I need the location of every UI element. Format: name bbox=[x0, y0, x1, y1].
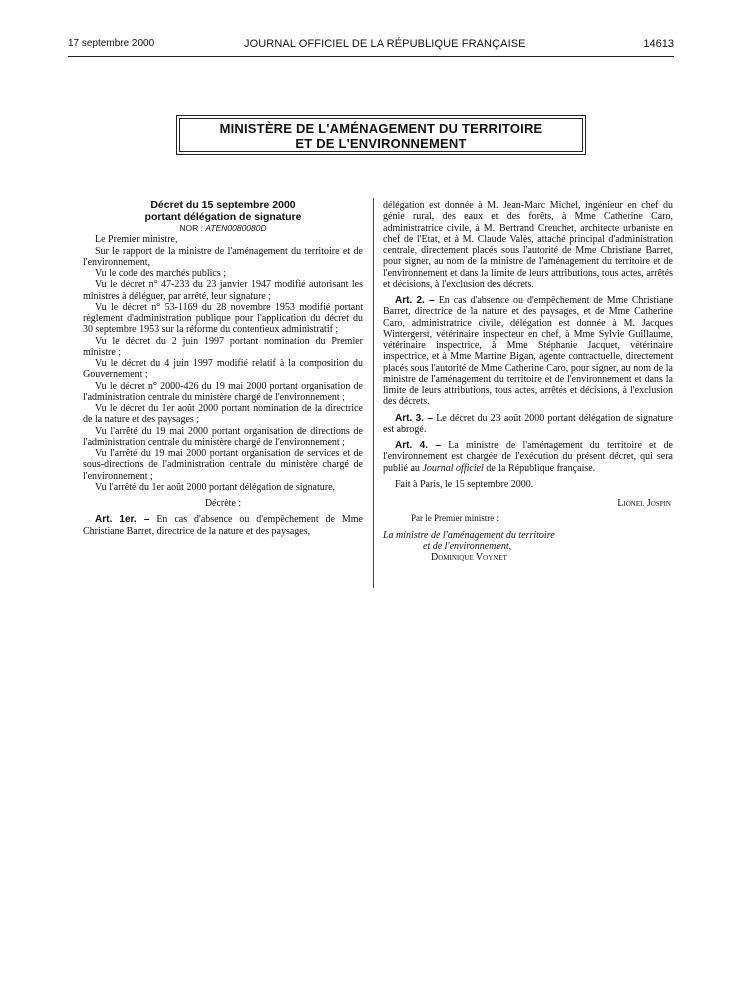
article-2-label: Art. 2. – bbox=[395, 295, 435, 306]
ministry-title-line1: MINISTÈRE DE L'AMÉNAGEMENT DU TERRITOIRE bbox=[219, 121, 543, 136]
paragraph: Vu le décret du 4 juin 1997 modifié relatif à la composition du Gouvernement ; bbox=[83, 358, 363, 381]
paragraph: Vu le décret n° 2000-426 du 19 mai 2000 portant organisation de l'administration centrale du ministère chargé de l'environnement ; bbox=[83, 380, 363, 403]
page-number: 14613 bbox=[643, 38, 674, 50]
article-4-label: Art. 4. – bbox=[395, 440, 442, 451]
paragraph: Vu le décret n° 47-233 du 23 janvier 1947 modifié autorisant les ministres à déléguer, par arrêté, leur signature ; bbox=[83, 279, 363, 302]
par-premier-ministre: Par le Premier ministre : bbox=[411, 513, 499, 524]
paragraph: Vu l'arrêté du 19 mai 2000 portant organisation de services et de sous-directions de l'administration centrale du ministère chargé de l'environnement ; bbox=[83, 448, 363, 482]
minister-name: Dominique Voynet bbox=[431, 552, 507, 563]
journal-title: JOURNAL OFFICIEL DE LA RÉPUBLIQUE FRANÇAISE bbox=[244, 38, 526, 50]
header-date: 17 septembre 2000 bbox=[68, 38, 155, 49]
nor-code: ATEN0080080D bbox=[205, 223, 267, 233]
paragraph: Vu le décret n° 53-1169 du 28 novembre 1953 modifié portant règlement d'administration publique pour l'application du décret du 30 septembre 1953 sur la réforme du contentieux administratif ; bbox=[83, 301, 363, 336]
decree-subtitle: portant délégation de signature bbox=[144, 210, 302, 223]
article-1 bbox=[83, 514, 363, 537]
article-4-text-b: de la République française. bbox=[483, 462, 596, 474]
left-column bbox=[83, 200, 363, 537]
article-3-label: Art. 3. – bbox=[395, 412, 434, 424]
right-column bbox=[383, 200, 673, 563]
paragraph: Vu l'arrêté du 1er août 2000 portant délégation de signature, bbox=[95, 481, 336, 493]
nor-label: NOR : bbox=[179, 223, 206, 233]
ministry-title-line2: ET DE L'ENVIRONNEMENT bbox=[295, 136, 467, 151]
paragraph: Sur le rapport de la ministre de l'aménagement du territoire et de l'environnement, bbox=[83, 245, 363, 268]
article-4-journal-italic: Journal officiel bbox=[422, 462, 484, 474]
minister-title-line1: La ministre de l'aménagement du territoire bbox=[383, 529, 555, 541]
article-1-continued: délégation est donnée à M. Jean-Marc Michel, ingénieur en chef du génie rural, des eaux et des forêts, à Mme Catherine Caro, administratrice civile, à M. Bertrand Creuchet, architecte urbaniste en chef de l'Etat, et à M. Claude Valès, attaché principal d'administration centrale, directement placés sous l'autorité de Mme Christiane Barret, pour signer, au nom de la ministre de l'aménagement du territoire et de l'environnement et dans la limite de leurs attributions, tous actes, arrêtés et décisions, à l'exclusion des décrets. bbox=[383, 200, 673, 290]
header-rule bbox=[68, 56, 674, 57]
ministry-box bbox=[176, 115, 586, 155]
page-header bbox=[68, 38, 674, 54]
signatory-name: Lionel Jospin bbox=[617, 498, 671, 509]
decree-title: Décret du 15 septembre 2000 bbox=[150, 199, 296, 211]
article-3-text: Le décret du 23 août 2000 portant délégation de signature est abrogé. bbox=[383, 412, 673, 435]
paragraph: Vu le décret du 2 juin 1997 portant nomination du Premier ministre ; bbox=[83, 335, 363, 358]
nor-reference bbox=[83, 223, 363, 234]
paragraph: Vu le code des marchés publics ; bbox=[95, 268, 227, 279]
article-1-label: Art. 1er. – bbox=[95, 514, 150, 526]
paragraph: Vu l'arrêté du 19 mai 2000 portant organisation de directions de l'administration centrale du ministère chargé de l'environnement ; bbox=[83, 425, 363, 448]
minister-title-line2: et de l'environnement, bbox=[423, 540, 512, 552]
article-2-text: En cas d'absence ou d'empêchement de Mme Christiane Barret, directrice de la nature et des paysages, et de Mme Catherine Caro, administratrice civile, délégation est donnée à M. Jacques Wintergerst, vétérinaire inspecteur en chef, à Mme Sylvie Guillaume, vétérinaire inspectrice, à Mme Stéphanie Jacquet, vétérinaire inspectrice, et à Mme Martine Bigan, agente contractuelle, directement placés sous l'autorité de Mme Catherine Caro, pour signer, au nom de la ministre de l'aménagement du territoire et de l'environnement et dans la limite de leurs attributions, tous actes, arrêtés et décisions, à l'exclusion des décrets. bbox=[383, 295, 673, 408]
fait-a-paris: Fait à Paris, le 15 septembre 2000. bbox=[395, 478, 534, 490]
column-divider bbox=[373, 198, 374, 588]
article-2 bbox=[383, 295, 673, 408]
decrete-heading: Décrète : bbox=[204, 498, 242, 509]
paragraph: Le Premier ministre, bbox=[95, 234, 178, 246]
paragraph: Vu le décret du 1er août 2000 portant nomination de la directrice de la nature et des paysages ; bbox=[83, 403, 363, 426]
article-3 bbox=[383, 413, 673, 436]
article-1-text: En cas d'absence ou d'empêchement de Mme Christiane Barret, directrice de la nature et des paysages, bbox=[83, 514, 363, 537]
article-4 bbox=[383, 440, 673, 474]
article-4-text-a: La ministre de l'aménagement du territoire et de l'environnement est chargée de l'exécution du présent décret, qui sera publié au bbox=[383, 440, 673, 474]
